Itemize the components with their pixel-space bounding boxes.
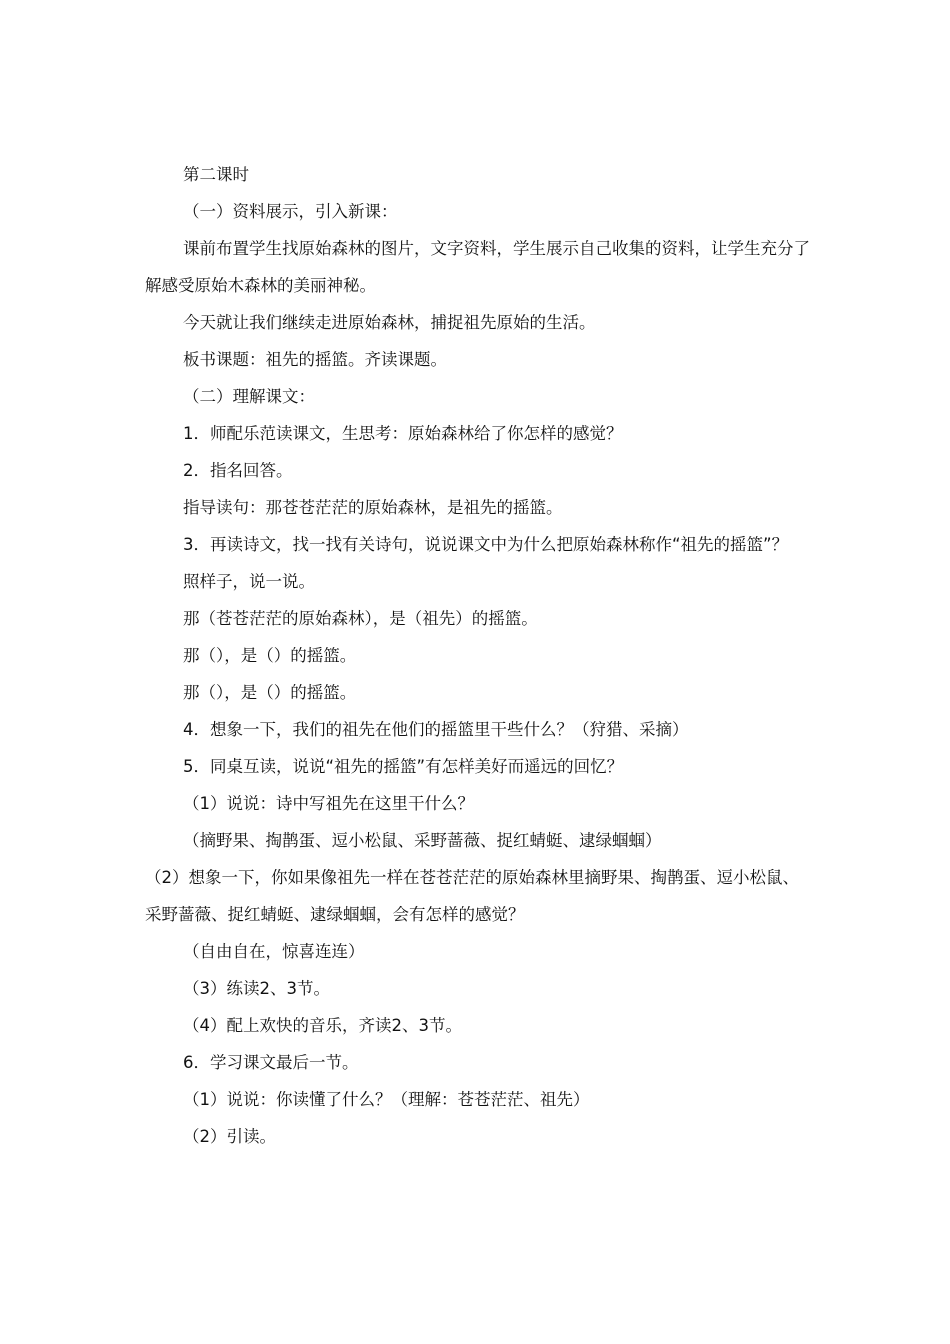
list-item: 1．师配乐范读课文，生思考：原始森林给了你怎样的感觉？ — [183, 424, 623, 443]
sub-item: （3）练读2、3节。 — [183, 979, 330, 998]
document-page — [145, 156, 810, 1155]
paragraph: 板书课题：祖先的摇篮。齐读课题。 — [183, 350, 447, 369]
paragraph: 指导读句：那苍苍茫茫的原始森林，是祖先的摇篮。 — [183, 498, 563, 517]
paragraph: 今天就让我们继续走进原始森林，捕捉祖先原始的生活。 — [183, 313, 596, 332]
fill-in-sentence: 那（），是（）的摇篮。 — [183, 683, 357, 702]
section-heading-2: （二）理解课文： — [183, 387, 315, 406]
answer-note: （摘野果、掏鹊蛋、逗小松鼠、采野蔷薇、捉红蜻蜓、逮绿蝈蝈） — [183, 831, 662, 850]
paragraph: 照样子，说一说。 — [183, 572, 315, 591]
fill-in-sentence: 那（），是（）的摇篮。 — [183, 646, 357, 665]
sub-item: （2）想象一下，你如果像祖先一样在苍苍茫茫的原始森林里摘野果、掏鹊蛋、逗小松鼠、采野蔷薇、捉红蜻蜓、逮绿蝈蝈，会有怎样的感觉？ — [145, 868, 799, 924]
sub-item: （2）引读。 — [183, 1127, 276, 1146]
sub-item: （4）配上欢快的音乐，齐读2、3节。 — [183, 1016, 462, 1035]
list-item: 5．同桌互读，说说“祖先的摇篮”有怎样美好而遥远的回忆？ — [183, 757, 624, 776]
list-item: 3．再读诗文，找一找有关诗句，说说课文中为什么把原始森林称作“祖先的摇篮”？ — [183, 535, 789, 554]
example-sentence: 那（苍苍茫茫的原始森林），是（祖先）的摇篮。 — [183, 609, 538, 628]
list-item: 4．想象一下，我们的祖先在他们的摇篮里干些什么？（狩猎、采摘） — [183, 720, 689, 739]
list-item: 2．指名回答。 — [183, 461, 293, 480]
sub-item: （1）说说：你读懂了什么？（理解：苍苍茫茫、祖先） — [183, 1090, 590, 1109]
sub-item: （1）说说：诗中写祖先在这里干什么？ — [183, 794, 474, 813]
lesson-title: 第二课时 — [183, 165, 249, 184]
section-heading-1: （一）资料展示，引入新课： — [183, 202, 398, 221]
paragraph: 课前布置学生找原始森林的图片，文字资料，学生展示自己收集的资料，让学生充分了解感受原始木森林的美丽神秘。 — [145, 239, 810, 295]
answer-note: （自由自在，惊喜连连） — [183, 942, 365, 961]
list-item: 6．学习课文最后一节。 — [183, 1053, 359, 1072]
